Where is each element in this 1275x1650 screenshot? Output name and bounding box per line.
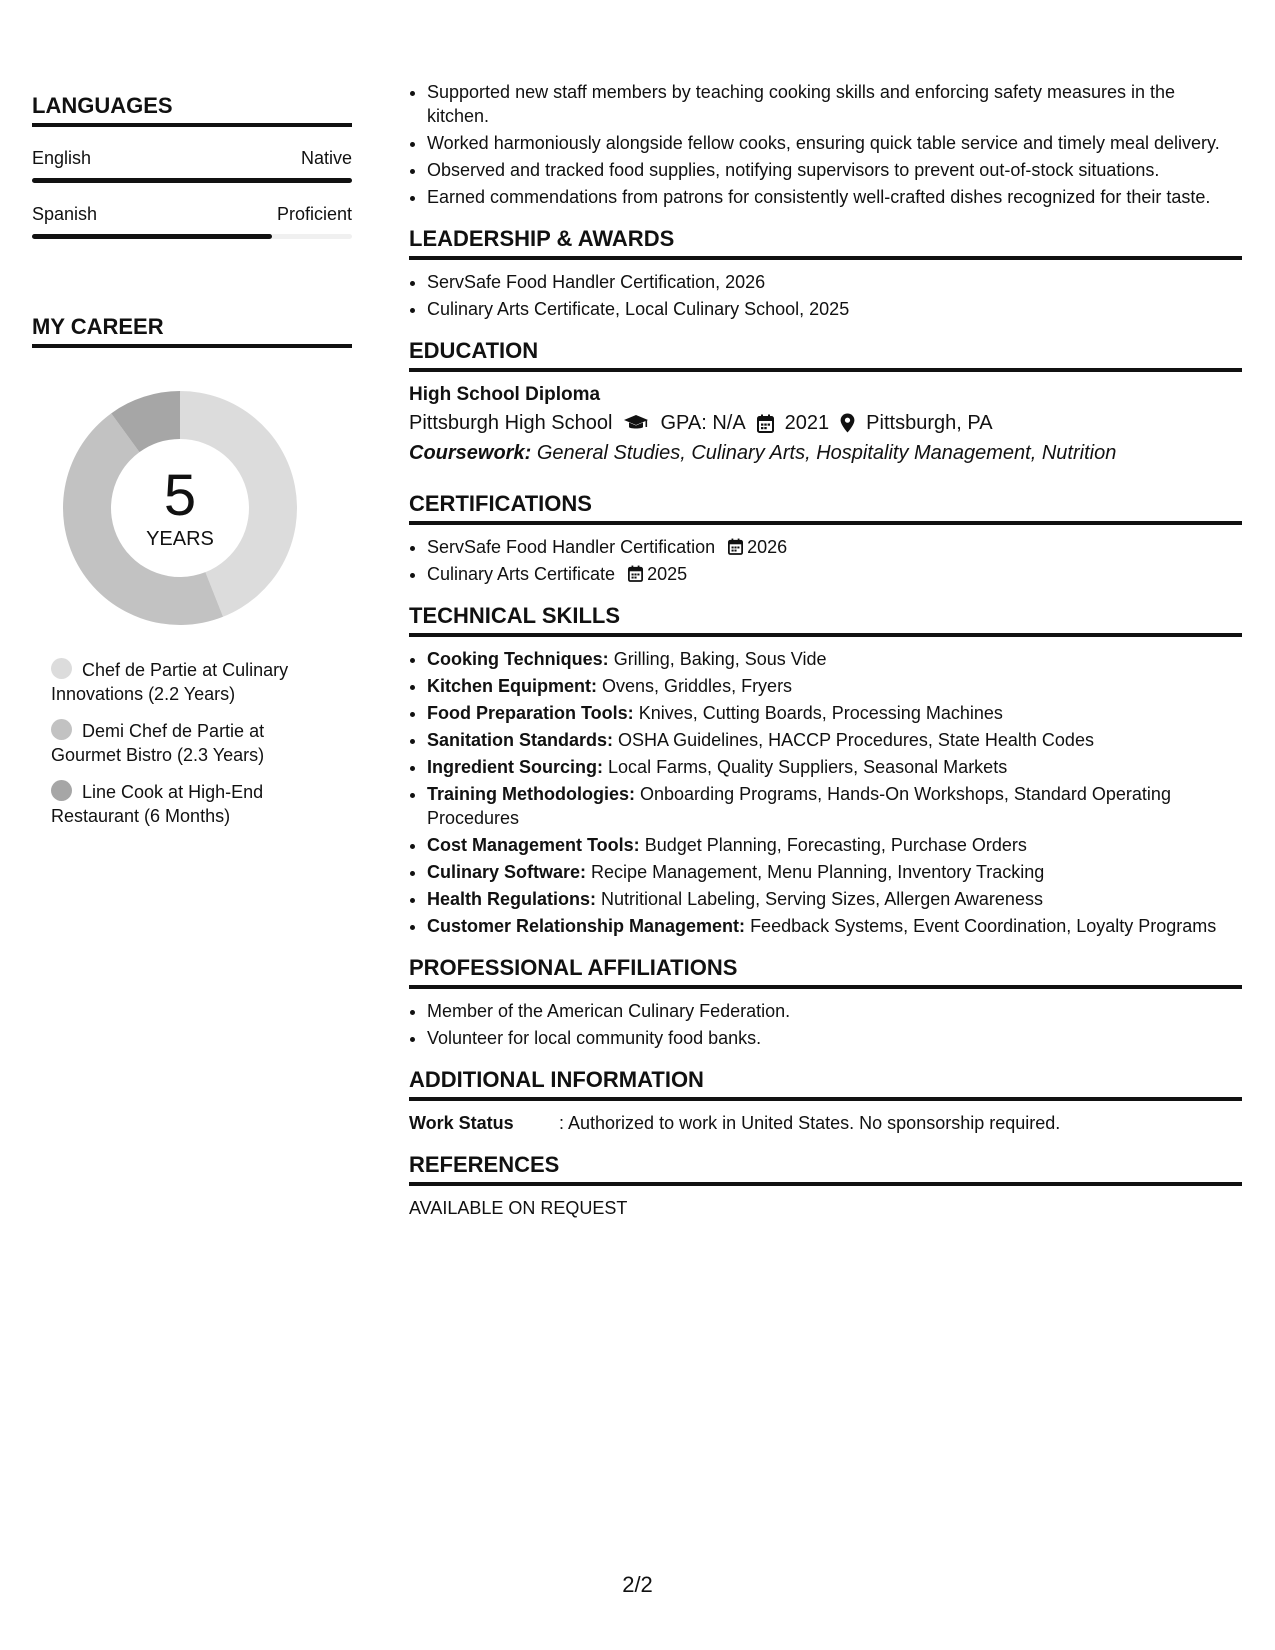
career-title: MY CAREER	[32, 313, 352, 348]
career-legend-item	[51, 719, 311, 767]
legend-dot	[51, 719, 72, 740]
education-location: Pittsburgh, PA	[866, 412, 993, 434]
skill-label: Health Regulations:	[427, 889, 597, 909]
coursework-value: General Studies, Culinary Arts, Hospitality Management, Nutrition	[536, 442, 1117, 464]
career-donut-chart	[54, 382, 306, 634]
experience-bullet: • Earned commendations from patrons for consistently well-crafted dishes recognized for their taste.	[427, 185, 1242, 209]
skills-list	[409, 647, 1242, 938]
skill-item	[427, 647, 1242, 671]
career-total-unit: YEARS	[146, 528, 214, 550]
experience-bullets	[409, 80, 1242, 209]
skill-label: Ingredient Sourcing:	[427, 757, 604, 777]
page-number: 2/2	[622, 1572, 653, 1597]
right-column	[409, 80, 1242, 1220]
language-level: Native	[300, 148, 352, 168]
skill-item	[427, 701, 1242, 725]
languages-title: LANGUAGES	[32, 92, 352, 127]
certification-item	[427, 562, 1242, 586]
affiliations-title: PROFESSIONAL AFFILIATIONS	[409, 954, 1242, 989]
education-gpa: GPA: N/A	[660, 412, 746, 434]
career-legend-label: Demi Chef de Partie at Gourmet Bistro (2.3 Years)	[51, 721, 265, 765]
additional-info-title: ADDITIONAL INFORMATION	[409, 1066, 1242, 1101]
career-legend	[51, 658, 311, 828]
graduation-cap-icon	[623, 414, 649, 432]
experience-bullet: • Supported new staff members by teaching cooking skills and enforcing safety measures in the kitchen.	[427, 80, 1242, 128]
skill-item	[427, 860, 1242, 884]
leadership-item: • ServSafe Food Handler Certification, 2026	[427, 270, 1242, 294]
calendar-icon	[757, 414, 774, 433]
skill-label: Customer Relationship Management:	[427, 916, 746, 936]
skill-label: Cooking Techniques:	[427, 649, 609, 669]
certification-name: Culinary Arts Certificate	[427, 564, 616, 584]
career-legend-label: Line Cook at High-End Restaurant (6 Months)	[51, 782, 264, 826]
certifications-list	[409, 535, 1242, 586]
language-proficiency-bar	[32, 178, 352, 183]
education-year: 2021	[784, 412, 830, 434]
skill-value: Budget Planning, Forecasting, Purchase Orders	[644, 835, 1027, 855]
affiliations-list	[409, 999, 1242, 1050]
experience-bullet: • Worked harmoniously alongside fellow cooks, ensuring quick table service and timely meal delivery.	[427, 131, 1242, 155]
skill-value: Nutritional Labeling, Serving Sizes, Allergen Awareness	[601, 889, 1043, 909]
education-coursework	[409, 438, 1242, 468]
education-title: EDUCATION	[409, 337, 1242, 372]
skill-item	[427, 728, 1242, 752]
skill-value: Grilling, Baking, Sous Vide	[613, 649, 827, 669]
skill-value: Recipe Management, Menu Planning, Inventory Tracking	[591, 862, 1045, 882]
language-proficiency-fill	[32, 178, 352, 183]
skill-item	[427, 914, 1242, 938]
education-degree: High School Diploma	[409, 384, 601, 405]
skill-value: Onboarding Programs, Hands-On Workshops, Standard Operating Procedures	[427, 784, 1171, 828]
skill-label: Training Methodologies:	[427, 784, 635, 804]
leadership-title: LEADERSHIP & AWARDS	[409, 225, 1242, 260]
skill-item	[427, 782, 1242, 830]
work-status-row	[409, 1111, 1242, 1135]
calendar-icon	[628, 565, 643, 582]
career-total-years: 5	[163, 463, 197, 528]
language-name: English	[32, 148, 92, 168]
skill-value: Feedback Systems, Event Coordination, Loyalty Programs	[750, 916, 1217, 936]
references-title: REFERENCES	[409, 1151, 1242, 1186]
skill-item	[427, 887, 1242, 911]
skill-value: Ovens, Griddles, Fryers	[602, 676, 793, 696]
skill-label: Sanitation Standards:	[427, 730, 614, 750]
certification-year: 2025	[647, 564, 688, 584]
coursework-label: Coursework:	[409, 442, 532, 464]
map-pin-icon	[840, 413, 855, 433]
leadership-list	[409, 270, 1242, 321]
skill-item	[427, 674, 1242, 698]
skills-title: TECHNICAL SKILLS	[409, 602, 1242, 637]
skill-item	[427, 833, 1242, 857]
donut-center	[54, 382, 306, 634]
language-proficiency-fill	[32, 234, 272, 239]
language-proficiency-bar	[32, 234, 352, 239]
language-level: Proficient	[276, 204, 352, 224]
career-legend-label: Chef de Partie at Culinary Innovations (2.2 Years)	[51, 660, 289, 704]
legend-dot	[51, 780, 72, 801]
work-status-value: : Authorized to work in United States. No sponsorship required.	[559, 1113, 1061, 1133]
skill-label: Kitchen Equipment:	[427, 676, 597, 696]
career-legend-item	[51, 780, 311, 828]
skill-value: OSHA Guidelines, HACCP Procedures, State Health Codes	[618, 730, 1094, 750]
work-status-label: Work Status	[409, 1113, 514, 1133]
skill-label: Cost Management Tools:	[427, 835, 640, 855]
language-name: Spanish	[32, 204, 98, 224]
career-legend-item	[51, 658, 311, 706]
calendar-icon	[728, 538, 743, 555]
skill-value: Knives, Cutting Boards, Processing Machines	[638, 703, 1003, 723]
language-item	[32, 147, 352, 183]
education-details	[409, 408, 1242, 438]
skill-value: Local Farms, Quality Suppliers, Seasonal Markets	[608, 757, 1008, 777]
certification-name: ServSafe Food Handler Certification	[427, 537, 716, 557]
certification-item	[427, 535, 1242, 559]
certification-year: 2026	[747, 537, 788, 557]
language-item	[32, 203, 352, 239]
references-text: AVAILABLE ON REQUEST	[409, 1198, 628, 1218]
certifications-title: CERTIFICATIONS	[409, 490, 1242, 525]
experience-bullet: • Observed and tracked food supplies, notifying supervisors to prevent out-of-stock situations.	[427, 158, 1242, 182]
left-column	[32, 92, 352, 841]
affiliation-item: • Volunteer for local community food banks.	[427, 1026, 1242, 1050]
skill-label: Food Preparation Tools:	[427, 703, 634, 723]
skill-label: Culinary Software:	[427, 862, 587, 882]
leadership-item: • Culinary Arts Certificate, Local Culinary School, 2025	[427, 297, 1242, 321]
education-school: Pittsburgh High School	[409, 412, 613, 434]
skill-item	[427, 755, 1242, 779]
affiliation-item: • Member of the American Culinary Federation.	[427, 999, 1242, 1023]
legend-dot	[51, 658, 72, 679]
